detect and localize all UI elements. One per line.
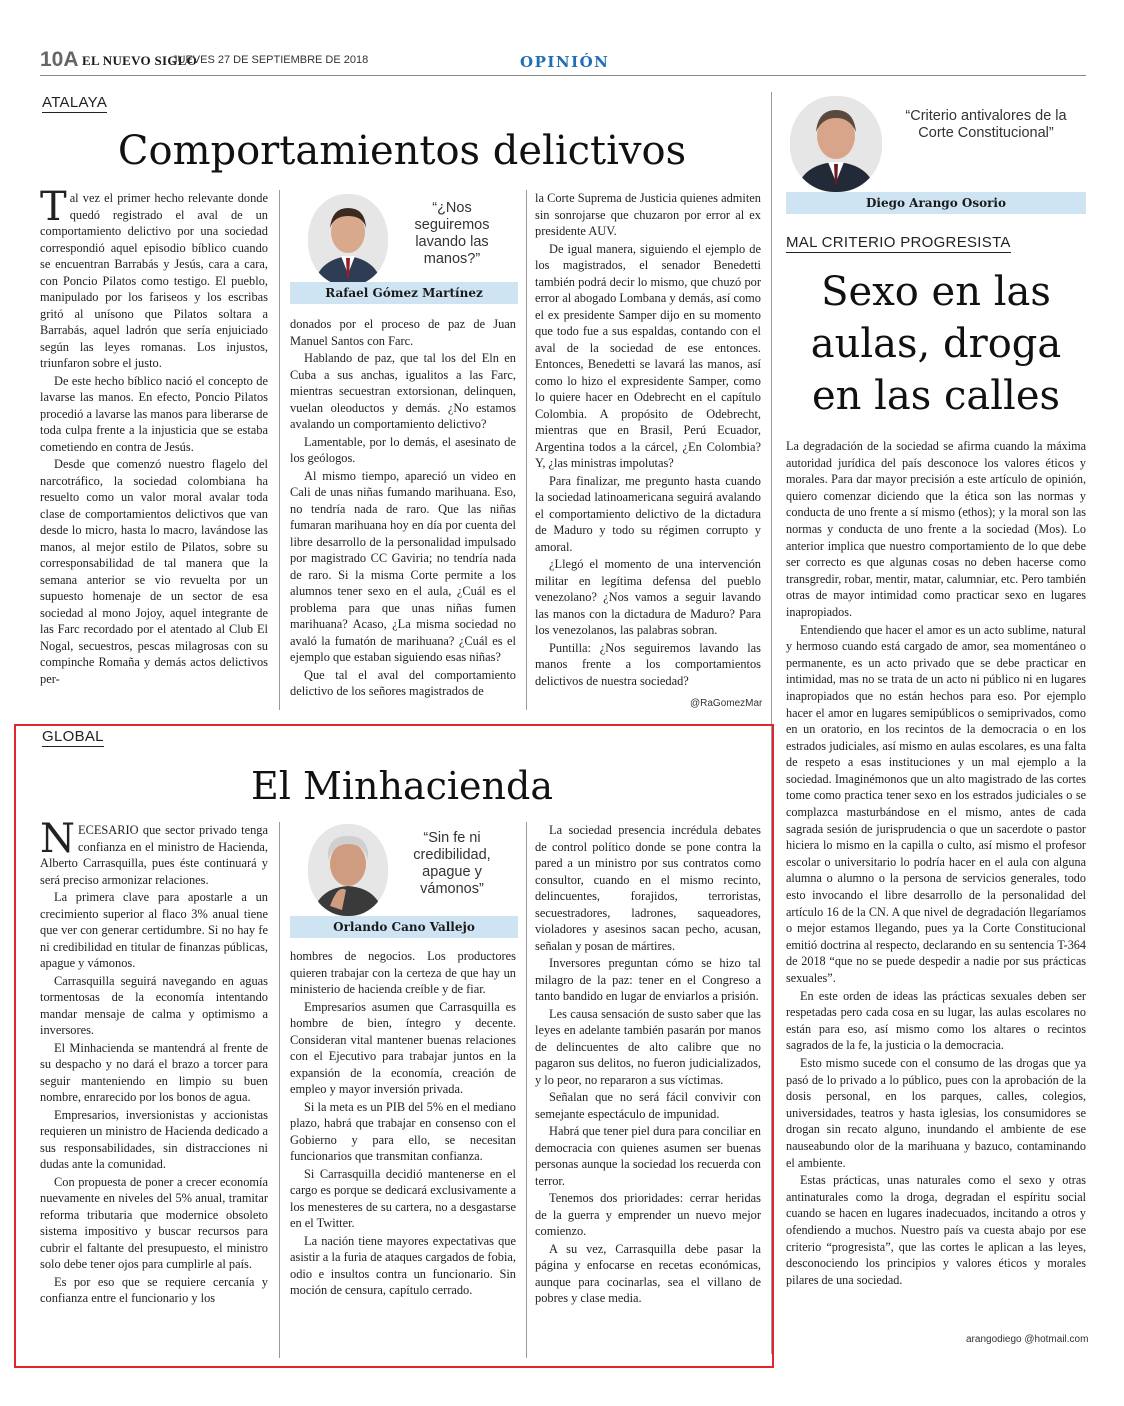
global-kicker: GLOBAL xyxy=(42,728,104,745)
column-divider xyxy=(279,190,280,710)
atalaya-paragraph: De este hecho bíblico nació el concepto de lavarse las manos. En efecto, Poncio Pilatos procedió a lavarse las manos para liberarse de toda culpa frente a la injusticia que se estaba cometiendo en contra de Jesús. xyxy=(40,373,268,454)
global-column-3 xyxy=(535,822,761,1360)
atalaya-paragraph: ¿Llegó el momento de una intervención militar en legítima defensa del pueblo venezolano? ¿Nos vamos a seguir lavando las manos con la dictadura de Maduro? Para los venezolanos, las palabras sobran. xyxy=(535,557,761,637)
atalaya-paragraph: De igual manera, siguiendo el ejemplo de los magistrados, el senador Benedetti también podrá decir lo mismo, que chuzó por error al abogado Lombana y demás, así como el ex presidente Samper dijo en su momento que todo fue a sus espaldas, contando con el aval de la sociedad de ese entonces. Entonces, Benedetti se lavará las manos, así como lo hizo el expresidente Samper, como lo quiere hacer en Odebrecht en el capítulo Colombia. A propósito de Odebrecht, mientras que en Brasil, Perú Ecuador, Argentina todos a la cárcel, ¿En Colombia? Y, ¿las ministras impolutas? xyxy=(535,241,761,470)
global-paragraph: Señalan que no será fácil convivir con semejante espectáculo de impunidad. xyxy=(535,1090,761,1121)
atalaya-column-2 xyxy=(290,316,516,712)
atalaya-paragraph: Lamentable, por lo demás, el asesinato de los geólogos. xyxy=(290,434,516,465)
right-paragraph: Esto mismo sucede con el consumo de las drogas que ya pasó de lo privado a lo público, pues con la aprobación de la dosis personal, en los parques, calles, colegios, universidades, teatros y hasta iglesias, los consumidores se drogan sin recato alguno, inundando el ambiente de ese nauseabundo olor de la marihuana y bazuco, contaminando el ambiente. xyxy=(786,1055,1086,1170)
global-paragraph: hombres de negocios. Los productores quieren trabajar con la certeza de que hay un ministerio de hacienda creíble y de fiar. xyxy=(290,949,516,996)
author-photo xyxy=(308,824,388,916)
column-divider xyxy=(279,822,280,1358)
right-headline: Sexo en las aulas, droga en las calles xyxy=(810,269,1062,419)
right-kicker: MAL CRITERIO PROGRESISTA xyxy=(786,234,1011,251)
global-paragraph: La nación tiene mayores expectativas que asistir a la furia de ataques cargados de fobia, odio e insultos contra un funcionario. Sin moción de censura, capítulo cerrado. xyxy=(290,1233,516,1297)
author-quote: “Sin fe ni credibilidad, apague y vámonos” xyxy=(413,830,491,897)
atalaya-headline: Comportamientos delictivos xyxy=(117,128,687,174)
atalaya-paragraph: Puntilla: ¿Nos seguiremos lavando las manos frente a los comportamientos delictivos de nuestra sociedad? xyxy=(535,640,761,688)
atalaya-column-1 xyxy=(40,190,268,712)
atalaya-author-box xyxy=(290,192,518,304)
global-author-box xyxy=(290,824,518,938)
page-number: 10A xyxy=(40,48,79,71)
atalaya-paragraph: Desde que comenzó nuestro flagelo del narcotráfico, la sociedad colombiana ha resuelto como un valor moral avalar toda clase de comportamientos delictivos que van desde lo micro, hasta lo macro, lavándose las manos, al mejor estilo de Pilatos, sobre su corresponsabilidad de tal manera que la semana anterior se vio revuelta por un supuesto homenaje de un sector de esa sociedad al mono Jojoy, aquel integrante de las Farc recordado por el atentado al Club El Nogal, secuestros, pescas milagrosas con su compinche Romaña y demás actos delictivos per- xyxy=(40,457,268,686)
atalaya-paragraph: Tal vez el primer hecho relevante donde quedó registrado el aval de un comportamiento delictivo por una sociedad correspondió aquel episodio bíblico cuando se encuentran Barrabás y Jesús, cara a cara, con Poncio Pilatos como testigo. El pueblo, manipulado por los fariseos y los escribas gritó al unísono que Pilatos soltara a Barrabás, aquel ladrón que sería enjuiciado según las leyes romanas. Los injustos, triunfaron sobre el justo. xyxy=(40,190,268,370)
author-quote: “Criterio antivalores de la Corte Constitucional” xyxy=(905,108,1067,141)
column-divider xyxy=(526,190,527,710)
global-paragraph: Carrasquilla seguirá navegando en aguas tormentosas de la economía intentando mandar mensaje de calma y optimismo a inversores. xyxy=(40,973,268,1037)
global-paragraph: La primera clave para apostarle a un crecimiento superior al flaco 3% anual tiene que ver con generar certidumbre. Si no hay fe ni credibilidad en titular de finanzas públicas, apague y vámonos. xyxy=(40,890,268,970)
atalaya-paragraph: Que tal el aval del comportamiento delictivo de los señores magistrados de xyxy=(290,667,516,698)
global-paragraph: Empresarios, inversionistas y accionistas requieren un ministro de Hacienda dedicado a sus responsabilidades, sin distracciones ni dudas ante la comunidad. xyxy=(40,1107,268,1171)
masthead xyxy=(40,48,1086,76)
global-paragraph: NECESARIO que sector privado tenga confianza en el ministro de Hacienda, Alberto Carrasquilla, pues éste continuará y será preciso armonizar relaciones. xyxy=(40,822,268,887)
global-paragraph: Habrá que tener piel dura para conciliar en democracia con quienes asumen ser buenas personas aunque la sociedad los recuerda con terror. xyxy=(535,1124,761,1188)
global-paragraph: Inversores preguntan cómo se hizo tal milagro de la paz: tener en el Congreso a tanto bandido en lugar de enviarlos a prisión. xyxy=(535,956,761,1003)
atalaya-paragraph: Para finalizar, me pregunto hasta cuando la sociedad latinoamericana seguirá avalando el comportamiento delictivo de la dictadura de Maduro y todo su régimen corrupto y amoral. xyxy=(535,473,761,554)
atalaya-paragraph: la Corte Suprema de Justicia quienes admiten sin sonrojarse que chuzaron por error al ex presidente AUV. xyxy=(535,191,761,238)
global-paragraph: El Minhacienda se mantendrá al frente de su despacho y no dará el brazo a torcer para seguir manteniendo en limpio su buen nombre, enrarecido por los bonos de agua. xyxy=(40,1040,268,1104)
global-headline: El Minhacienda xyxy=(250,764,553,808)
global-paragraph: Si Carrasquilla decidió mantenerse en el cargo es porque se dedicará exclusivamente a los menesteres de su cartera, no a desgastarse en el Twitter. xyxy=(290,1166,516,1230)
global-paragraph: La sociedad presencia incrédula debates de control político donde se pone contra la pared a un ministro por sus contratos como consultor, cuando en el mismo recinto, delincuentes, forajidos, terroristas, secuestradores, ladrones, saqueadores, violadores y asesinos sacan pecho, acusan, señalan y posan de mártires. xyxy=(535,823,761,953)
author-name: Diego Arango Osorio xyxy=(786,192,1086,214)
newspaper-name: EL NUEVO SIGLO xyxy=(82,53,198,68)
global-paragraph: A su vez, Carrasquilla debe pasar la página y enfocarse en recetas económicas, aunque para cocinarlas, sea el villano de pobres y clase media. xyxy=(535,1241,761,1305)
right-paragraph: Estas prácticas, unas naturales como el sexo y otras antinaturales como la droga, degradan el espíritu social cuando se hacen en lugares inadecuados, incitando a otros y ofendiendo a muchos. Nuestro país va cuesta abajo por ese criterio “progresista”, que las cortes le aplican a las leyes, desconociendo los principios y valores éticos y morales pilares de una sociedad. xyxy=(786,1173,1086,1287)
atalaya-paragraph: Al mismo tiempo, apareció un video en Cali de unas niñas fumando marihuana. Eso, no tendría nada de raro. Que las niñas fumaran marihuana hoy en día por cuenta del libre desarrollo de la personalidad impulsado por magistrado CC Gaviria; no tendría nada de raro. Si la misma Corte permite a los alumnos tener sexo en el aula, ¿Cuál es el problema para que unas niñas fumen marihuana? Acaso, ¿La misma sociedad no avaló la fumatón de marihuana? ¿Cuál es el ejemplo que estaban siguiendo esas niñas? xyxy=(290,468,516,664)
global-column-1 xyxy=(40,822,268,1360)
section-title: OPINIÓN xyxy=(520,53,610,71)
author-photo xyxy=(790,96,882,192)
right-paragraph: Entendiendo que hacer el amor es un acto sublime, natural y hermoso cuando está cargado de amor, sea momentáneo o permanente, es un acto privado que se debe practicar en intimidad, mas no se trata de un acto ni público ni en lugares inapropiados que no están hechos para eso. Por ejemplo hacer el amor en lugares semipúblicos o semiprivados, como en un oratorio, en los recintos de la democracia o en los estrados judiciales, así mismo en aulas escolares, es una falta de respeto a esas instituciones y un mal ejemplo a la sociedad. Imaginémonos que un alto magistrado de las cortes tome como practica tener sexo en los estrados judiciales o se complazca masturbándose en el mismo, antes de cada sagrada sesión de jurisprudencia o que un sacerdote o pastor hiciera lo mismo en la capilla o culto, así mismo el profesor escolar o universitario lo podría hacer en el aula con alguna alumna o alumno o la persona de servicios generales, todo esto invocando el libre desarrollo de la personalidad del artículo 16 de la CN. A que nivel de degradación llegaríamos o mejor estamos llegando, pues ya la Corte Constitucional emitió doctrina al respecto, declarando en su sentencia T-364 de 2018 “que no se puede despedir a nadie por sus prácticas sexuales”. xyxy=(786,622,1086,985)
author-quote: “¿Nos seguiremos lavando las manos?” xyxy=(414,200,490,267)
author-photo xyxy=(308,194,388,286)
right-author-box xyxy=(786,96,1086,214)
right-paragraph: La degradación de la sociedad se afirma cuando la máxima autoridad jurídica del país desconoce los valores éticos y morales. Para dar mayor precisión a este artículo de opinión, quiero comenzar diciendo que la ética son las normas y conducta de uno frente a sí mismo (ethos); y la moral son las normas y conducta de uno frente a la sociedad (Mos). Lo anterior implica que nuestro comportamiento de lo que debe ser correcto es que algunas cosas no deben hacerse como transgredir, robar, mentir, matar, calumniar, etc. Pero también otras de mayor intimidad como practicar sexo en lugares inapropiados. xyxy=(786,439,1086,619)
global-paragraph: Empresarios asumen que Carrasquilla es hombre de bien, íntegro y decente. Consideran vital mantener buenas relaciones con el Ejecutivo para trabajar juntos en la expansión de la economía, creación de empleo y mayor inversión privada. xyxy=(290,999,516,1096)
publication-date: JUEVES 27 DE SEPTIEMBRE DE 2018 xyxy=(172,54,369,66)
global-column-2 xyxy=(290,948,516,1360)
global-paragraph: Si la meta es un PIB del 5% en el mediano plazo, habrá que trabajar en consenso con el Gobierno y para ello, se necesitan funcionarios que transmitan confianza. xyxy=(290,1099,516,1163)
author-email: arangodiego @hotmail.com xyxy=(966,1334,1089,1345)
global-paragraph: Tenemos dos prioridades: cerrar heridas de la guerra y emprender un nuevo mejor comienzo. xyxy=(535,1191,761,1238)
right-column-body xyxy=(786,438,1086,1330)
global-paragraph: Con propuesta de poner a crecer economía nuevamente en niveles del 5% anual, tramitar reforma tributaria que modernice obsoleto sistema impositivo y buscar recursos para cubrir el faltante del presupuesto, el ministro solo debe tener ojos para cumplirle al país. xyxy=(40,1174,268,1271)
atalaya-paragraph: Hablando de paz, que tal los del Eln en Cuba a sus anchas, igualitos a las Farc, mientras secuestran extorsionan, delinquen, vuelan oleoductos y demás. ¿No estamos avalando un comportamiento delictivo? xyxy=(290,351,516,431)
author-name: Rafael Gómez Martínez xyxy=(290,282,518,304)
atalaya-column-3 xyxy=(535,190,761,696)
author-name: Orlando Cano Vallejo xyxy=(290,916,518,938)
author-twitter-handle: @RaGomezMar xyxy=(690,698,763,709)
global-paragraph: Es por eso que se requiere cercanía y confianza entre el funcionario y los xyxy=(40,1274,268,1305)
atalaya-paragraph: donados por el proceso de paz de Juan Manuel Santos con Farc. xyxy=(290,317,516,348)
right-paragraph: En este orden de ideas las prácticas sexuales deben ser respetadas pero cada cosa en su lugar, las aulas escolares no están para eso, así mismo como los altares o recintos sagrados de la fe, la justicia o la democracia. xyxy=(786,988,1086,1053)
column-divider xyxy=(526,822,527,1358)
global-paragraph: Les causa sensación de susto saber que las leyes en adelante también pasarán por manos de delincuentes de alto calibre que no pagaron sus delitos, no fueron judicializados, y lo peor, no repararon a sus víctimas. xyxy=(535,1006,761,1087)
atalaya-kicker: ATALAYA xyxy=(42,94,108,111)
